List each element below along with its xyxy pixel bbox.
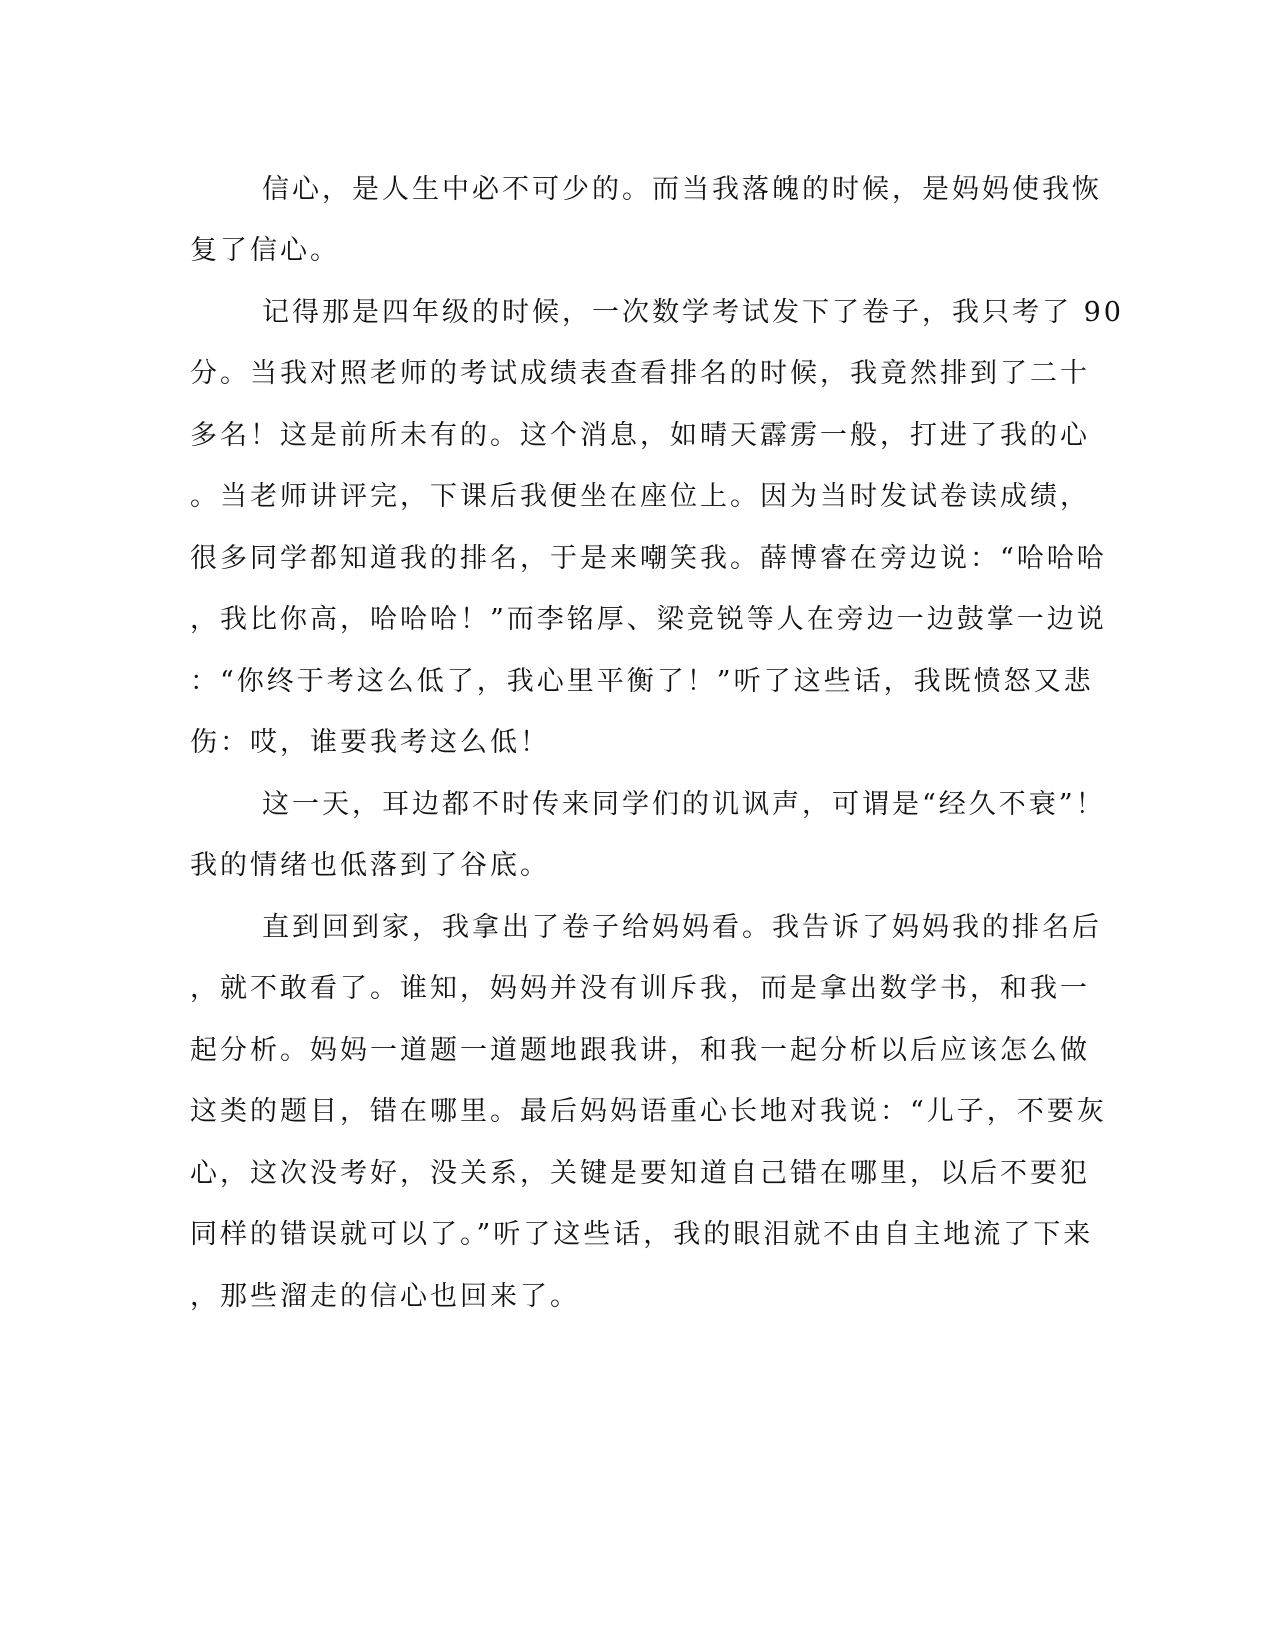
text-line: 记得那是四年级的时候，一次数学考试发下了卷子，我只考了 90: [262, 297, 1124, 328]
text-line: ，那些溜走的信心也回来了。: [190, 1281, 580, 1312]
text-line: 复了信心。: [190, 235, 340, 266]
text-line: 多名！这是前所未有的。这个消息，如晴天霹雳一般，打进了我的心: [190, 420, 1090, 451]
text-line: ，我比你高，哈哈哈！”而李铭厚、梁竞锐等人在旁边一边鼓掌一边说: [190, 604, 1107, 635]
text-line: ，就不敢看了。谁知，妈妈并没有训斥我，而是拿出数学书，和我一: [190, 973, 1090, 1004]
text-line: 分。当我对照老师的考试成绩表查看排名的时候，我竟然排到了二十: [190, 358, 1090, 389]
text-line: 直到回到家，我拿出了卷子给妈妈看。我告诉了妈妈我的排名后: [262, 912, 1102, 943]
text-line: 。当老师讲评完，下课后我便坐在座位上。因为当时发试卷读成绩，: [190, 481, 1090, 512]
text-line: 很多同学都知道我的排名，于是来嘲笑我。薛博睿在旁边说：“哈哈哈: [190, 543, 1107, 574]
text-line: 这类的题目，错在哪里。最后妈妈语重心长地对我说：“儿子，不要灰: [190, 1096, 1107, 1127]
text-line: 我的情绪也低落到了谷底。: [190, 850, 550, 881]
text-line: 伤：哎，谁要我考这么低！: [190, 727, 550, 758]
text-line: 这一天，耳边都不时传来同学们的讥讽声，可谓是“经久不衰”！: [262, 789, 1106, 820]
text-line: 心，这次没考好，没关系，关键是要知道自己错在哪里，以后不要犯: [190, 1158, 1090, 1189]
text-line: 起分析。妈妈一道题一道题地跟我讲，和我一起分析以后应该怎么做: [190, 1035, 1090, 1066]
text-line: 信心，是人生中必不可少的。而当我落魄的时候，是妈妈使我恢: [262, 174, 1102, 205]
text-line: 同样的错误就可以了。”听了这些话，我的眼泪就不由自主地流了下来: [190, 1219, 1094, 1250]
text-line: ：“你终于考这么低了，我心里平衡了！”听了这些话，我既愤怒又悲: [190, 666, 1094, 697]
